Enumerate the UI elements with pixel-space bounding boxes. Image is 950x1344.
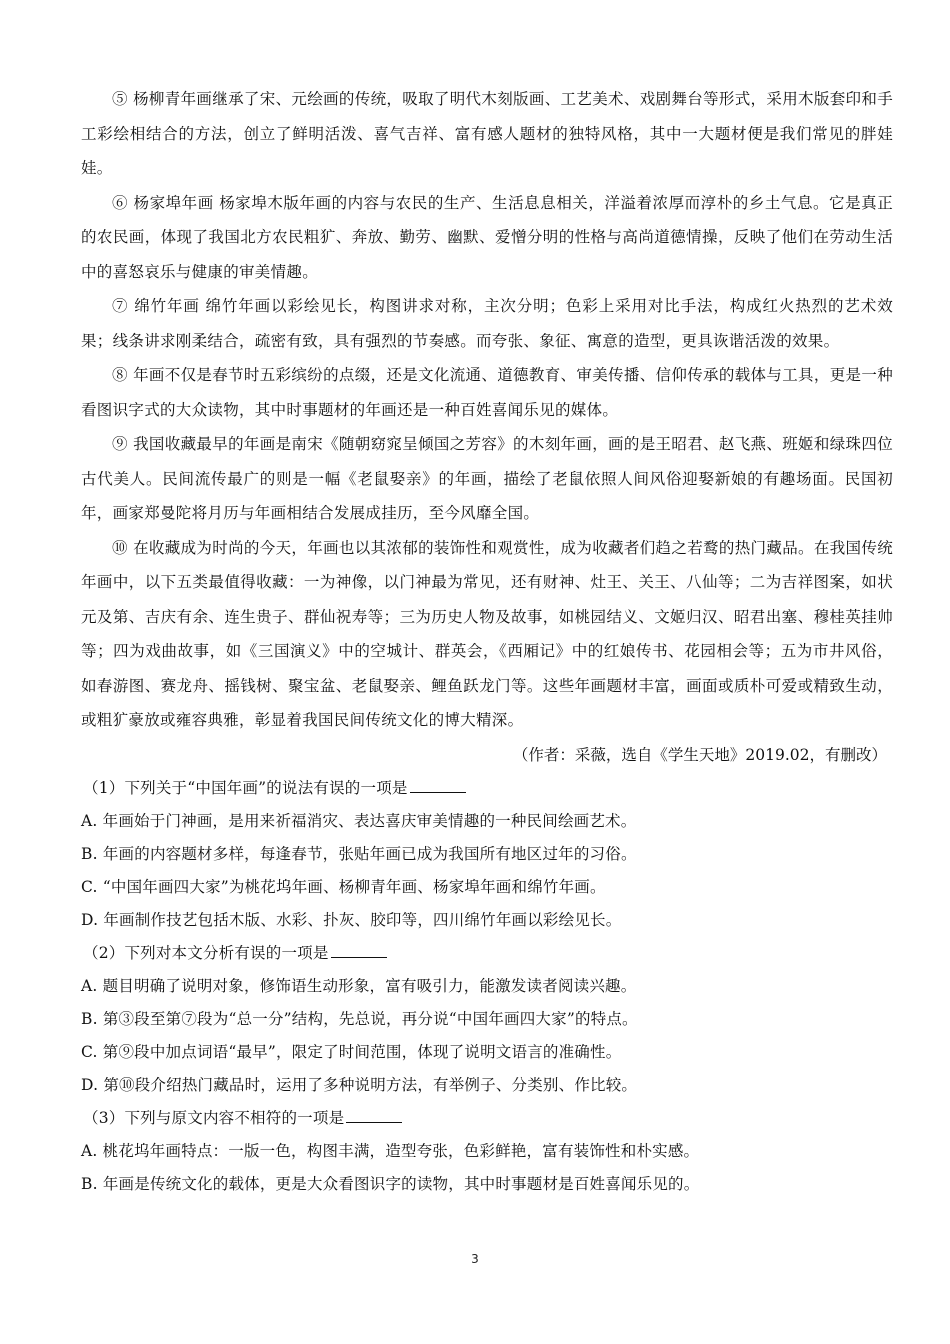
answer-blank	[346, 1108, 402, 1123]
question-3	[81, 1102, 893, 1201]
article-paragraph-5: ⑤ 杨柳青年画继承了宋、元绘画的传统，吸取了明代木刻版画、工艺美术、戏剧舞台等形式，采用木版套印和手工彩绘相结合的方法，创立了鲜明活泼、喜气吉祥、富有感人题材的独特风格，其中一大题材便是我们常见的胖娃娃。	[81, 90, 893, 177]
option-d: D. 第⑩段介绍热门藏品时，运用了多种说明方法，有举例子、分类别、作比较。	[81, 1076, 638, 1094]
article-attribution: （作者：采薇，选自《学生天地》2019.02，有删改）	[512, 745, 887, 764]
option-d: D. 年画制作技艺包括木版、水彩、扑灰、胶印等，四川绵竹年画以彩绘见长。	[81, 911, 622, 929]
question-2	[81, 937, 893, 1102]
article-paragraph-10: ⑩ 在收藏成为时尚的今天，年画也以其浓郁的装饰性和观赏性，成为收藏者们趋之若鹜的热门藏品。在我国传统年画中，以下五类最值得收藏：一为神像，以门神最为常见，还有财神、灶王、关王、八仙等；二为吉祥图案，如状元及第、吉庆有余、连生贵子、群仙祝寿等；三为历史人物及故事，如桃园结义、文姬归汉、昭君出塞、穆桂英挂帅等；四为戏曲故事，如《三国演义》中的空城计、群英会，《西厢记》中的红娘传书、花园相会等；五为市井风俗，如春游图、赛龙舟、摇钱树、聚宝盆、老鼠娶亲、鲤鱼跃龙门等。这些年画题材丰富，画面或质朴可爱或精致生动，或粗犷豪放或雍容典雅，彰显着我国民间传统文化的博大精深。	[81, 538, 893, 729]
question-1	[81, 772, 893, 937]
article-paragraph-7: ⑦ 绵竹年画 绵竹年画以彩绘见长，构图讲求对称，主次分明；色彩上采用对比手法，构成红火热烈的艺术效果；线条讲求刚柔结合，疏密有致，具有强烈的节奏感。而夸张、象征、寓意的造型，更具诙谐活泼的效果。	[81, 297, 893, 350]
article-paragraph-8: ⑧ 年画不仅是春节时五彩缤纷的点缀，还是文化流通、道德教育、审美传播、信仰传承的载体与工具，更是一种看图识字式的大众读物，其中时事题材的年画还是一种百姓喜闻乐见的媒体。	[81, 366, 893, 419]
option-b: B. 年画是传统文化的载体，更是大众看图识字的读物，其中时事题材是百姓喜闻乐见的。	[81, 1175, 700, 1193]
question-1-prompt-text: （1）下列关于“中国年画”的说法有误的一项是	[83, 779, 408, 797]
question-prompt	[81, 772, 893, 805]
article-paragraph-9: ⑨ 我国收藏最早的年画是南宋《随朝窈窕呈倾国之芳容》的木刻年画，画的是王昭君、赵飞燕、班姬和绿珠四位古代美人。民间流传最广的则是一幅《老鼠娶亲》的年画，描绘了老鼠依照人间风俗迎娶新娘的有趣场面。民国初年，画家郑曼陀将月历与年画相结合发展成挂历，至今风靡全国。	[81, 435, 893, 522]
question-prompt	[81, 1102, 893, 1135]
option-c: C. 第⑨段中加点词语“最早”，限定了时间范围，体现了说明文语言的准确性。	[81, 1043, 622, 1061]
option-a: A. 年画始于门神画，是用来祈福消灾、表达喜庆审美情趣的一种民间绘画艺术。	[81, 812, 637, 830]
question-prompt	[81, 937, 893, 970]
option-c: C. “中国年画四大家”为桃花坞年画、杨柳青年画、杨家埠年画和绵竹年画。	[81, 878, 606, 896]
answer-blank	[331, 943, 387, 958]
document-page	[81, 82, 893, 1201]
option-a: A. 题目明确了说明对象，修饰语生动形象，富有吸引力，能激发读者阅读兴趣。	[81, 977, 637, 995]
option-a: A. 桃花坞年画特点：一版一色，构图丰满，造型夸张，色彩鲜艳，富有装饰性和朴实感。	[81, 1142, 700, 1160]
article-paragraph-6: ⑥ 杨家埠年画 杨家埠木版年画的内容与农民的生产、生活息息相关，洋溢着浓厚而淳朴的乡土气息。它是真正的农民画，体现了我国北方农民粗犷、奔放、勤劳、幽默、爱憎分明的性格与高尚道德情操，反映了他们在劳动生活中的喜怒哀乐与健康的审美情趣。	[81, 193, 893, 281]
answer-blank	[410, 778, 466, 793]
question-2-prompt-text: （2）下列对本文分析有误的一项是	[83, 944, 329, 962]
option-b: B. 第③段至第⑦段为“总一分”结构，先总说，再分说“中国年画四大家”的特点。	[81, 1010, 638, 1028]
option-b: B. 年画的内容题材多样，每逢春节，张贴年画已成为我国所有地区过年的习俗。	[81, 845, 637, 863]
page-number: 3	[471, 1252, 479, 1266]
question-3-prompt-text: （3）下列与原文内容不相符的一项是	[83, 1109, 345, 1127]
